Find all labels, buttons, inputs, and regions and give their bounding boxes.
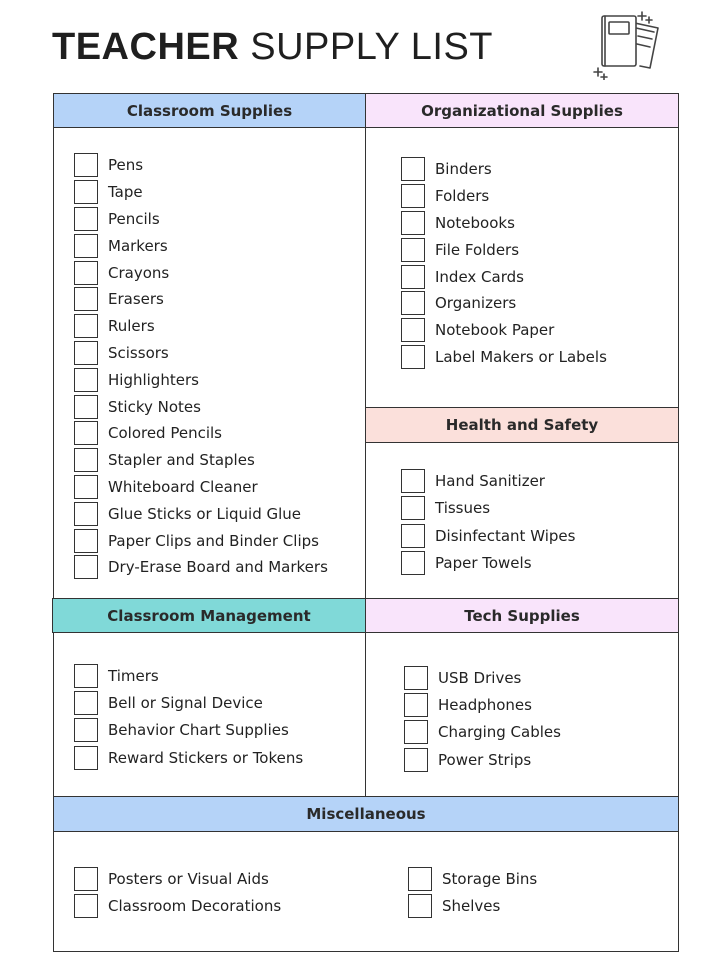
checklist-item-label: Bell or Signal Device	[108, 693, 263, 712]
checklist-item-label: Hand Sanitizer	[435, 471, 545, 490]
checkbox[interactable]	[401, 551, 425, 575]
checkbox[interactable]	[401, 318, 425, 342]
checkbox[interactable]	[404, 720, 428, 744]
checklist-item	[74, 500, 328, 527]
checklist-item	[74, 662, 303, 689]
checklist-item-label: Headphones	[438, 695, 532, 714]
checklist-item	[404, 719, 561, 746]
checkbox[interactable]	[74, 395, 98, 419]
checkbox[interactable]	[404, 748, 428, 772]
checklist-item-label: Sticky Notes	[108, 397, 201, 416]
organizational-supplies-list	[401, 156, 607, 370]
miscellaneous-right-list	[408, 865, 537, 919]
checklist-item	[74, 447, 328, 474]
checklist-item-label: Tissues	[435, 499, 491, 518]
checklist-item	[74, 152, 328, 179]
checklist-item	[74, 420, 328, 447]
checkbox[interactable]	[408, 867, 432, 891]
checklist-item-label: Highlighters	[108, 370, 199, 389]
section-header-health-and-safety: Health and Safety	[365, 407, 679, 443]
checklist-item-label: Colored Pencils	[108, 424, 222, 443]
checklist-item	[401, 210, 607, 237]
checklist-item-label: Folders	[435, 187, 490, 206]
checklist-item	[74, 232, 328, 259]
grid-border-bottom	[53, 951, 679, 952]
checkbox[interactable]	[74, 867, 98, 891]
checkbox[interactable]	[74, 421, 98, 445]
checkbox[interactable]	[401, 184, 425, 208]
checklist-item-label: Pencils	[108, 209, 160, 228]
checklist-item	[74, 340, 328, 367]
checklist-item	[404, 691, 561, 718]
checklist-item-label: Organizers	[435, 294, 517, 313]
checklist-item-label: Notebooks	[435, 213, 515, 232]
checklist-item-label: Storage Bins	[442, 869, 538, 888]
checkbox[interactable]	[74, 368, 98, 392]
checkbox[interactable]	[401, 291, 425, 315]
checklist-item-label: Tape	[108, 183, 143, 202]
notebook-with-papers-icon	[592, 8, 662, 80]
checkbox[interactable]	[401, 496, 425, 520]
checklist-item	[74, 892, 281, 919]
checklist-item	[74, 527, 328, 554]
checkbox[interactable]	[74, 261, 98, 285]
checklist-item-label: Shelves	[442, 896, 501, 915]
checklist-item	[74, 286, 328, 313]
checklist-item	[401, 344, 607, 371]
checkbox[interactable]	[74, 746, 98, 770]
section-header-classroom-supplies: Classroom Supplies	[53, 93, 366, 128]
checklist-item	[74, 313, 328, 340]
checklist-item	[74, 717, 303, 744]
checkbox[interactable]	[401, 238, 425, 262]
checklist-item	[74, 474, 328, 501]
checklist-item-label: Power Strips	[438, 750, 532, 769]
checklist-item	[401, 467, 575, 495]
checklist-item	[408, 892, 537, 919]
checklist-item	[74, 179, 328, 206]
checklist-item-label: USB Drives	[438, 668, 522, 687]
checklist-item	[401, 317, 607, 344]
checklist-item-label: File Folders	[435, 240, 520, 259]
checklist-item	[401, 156, 607, 183]
checklist-item	[401, 495, 575, 523]
checkbox[interactable]	[74, 448, 98, 472]
checklist-item-label: Scissors	[108, 343, 169, 362]
checklist-item-label: Paper Clips and Binder Clips	[108, 531, 319, 550]
checklist-item	[401, 263, 607, 290]
checkbox[interactable]	[74, 718, 98, 742]
checkbox[interactable]	[74, 502, 98, 526]
checkbox[interactable]	[74, 314, 98, 338]
checkbox[interactable]	[74, 555, 98, 579]
checklist-item	[401, 183, 607, 210]
checklist-item-label: Timers	[108, 666, 159, 685]
checkbox[interactable]	[401, 524, 425, 548]
classroom-supplies-list	[74, 152, 328, 581]
checklist-item	[401, 236, 607, 263]
checklist-item-label: Index Cards	[435, 267, 524, 286]
checklist-item-label: Label Makers or Labels	[435, 347, 607, 366]
checklist-item-label: Markers	[108, 236, 168, 255]
checklist-item-label: Binders	[435, 160, 492, 179]
checklist-item-label: Charging Cables	[438, 723, 561, 742]
checklist-item-label: Dry-Erase Board and Markers	[108, 558, 328, 577]
tech-supplies-list	[404, 664, 561, 773]
checkbox[interactable]	[74, 529, 98, 553]
section-header-miscellaneous: Miscellaneous	[53, 796, 679, 832]
checklist-item	[74, 393, 328, 420]
checkbox[interactable]	[408, 894, 432, 918]
checkbox[interactable]	[401, 345, 425, 369]
checklist-item-label: Crayons	[108, 263, 170, 282]
checkbox[interactable]	[74, 894, 98, 918]
checklist-item-label: Posters or Visual Aids	[108, 869, 269, 888]
checklist-item-label: Whiteboard Cleaner	[108, 477, 258, 496]
grid-center-divider	[365, 93, 366, 796]
checklist-item	[408, 865, 537, 892]
health-and-safety-list	[401, 467, 575, 577]
checkbox[interactable]	[74, 153, 98, 177]
checkbox[interactable]	[74, 207, 98, 231]
checklist-item	[74, 366, 328, 393]
checklist-item	[74, 259, 328, 286]
classroom-management-list	[74, 662, 303, 771]
section-header-classroom-management: Classroom Management	[52, 598, 366, 633]
section-header-tech-supplies: Tech Supplies	[365, 598, 679, 633]
checklist-item	[401, 550, 575, 578]
checkbox[interactable]	[74, 180, 98, 204]
checkbox[interactable]	[74, 234, 98, 258]
checklist-item-label: Paper Towels	[435, 554, 532, 573]
checklist-item	[74, 689, 303, 716]
page-title	[52, 26, 493, 69]
checklist-item-label: Erasers	[108, 290, 164, 309]
checklist-item-label: Glue Sticks or Liquid Glue	[108, 504, 302, 523]
title-light: SUPPLY LIST	[250, 26, 494, 68]
checkbox[interactable]	[74, 475, 98, 499]
checklist-item-label: Notebook Paper	[435, 321, 555, 340]
checkbox[interactable]	[74, 341, 98, 365]
title-bold: TEACHER	[52, 26, 240, 68]
checklist-item-label: Pens	[108, 156, 144, 175]
checklist-item-label: Reward Stickers or Tokens	[108, 748, 304, 767]
checklist-item	[74, 744, 303, 771]
checklist-item	[404, 746, 561, 773]
checklist-item-label: Rulers	[108, 317, 155, 336]
checklist-item-label: Stapler and Staples	[108, 451, 255, 470]
checklist-item-label: Classroom Decorations	[108, 896, 282, 915]
checklist-item-label: Disinfectant Wipes	[435, 526, 576, 545]
checkbox[interactable]	[401, 157, 425, 181]
checkbox[interactable]	[401, 469, 425, 493]
checkbox[interactable]	[401, 265, 425, 289]
checklist-item	[74, 865, 281, 892]
checkbox[interactable]	[74, 287, 98, 311]
checklist-item	[74, 554, 328, 581]
section-header-organizational-supplies: Organizational Supplies	[365, 93, 679, 128]
checklist-item-label: Behavior Chart Supplies	[108, 721, 289, 740]
miscellaneous-left-list	[74, 865, 281, 919]
checkbox[interactable]	[74, 664, 98, 688]
checklist-item	[74, 206, 328, 233]
checklist-item	[404, 664, 561, 691]
checkbox[interactable]	[74, 691, 98, 715]
checkbox[interactable]	[404, 666, 428, 690]
checkbox[interactable]	[404, 693, 428, 717]
checklist-item	[401, 522, 575, 550]
checkbox[interactable]	[401, 211, 425, 235]
checklist-item	[401, 290, 607, 317]
